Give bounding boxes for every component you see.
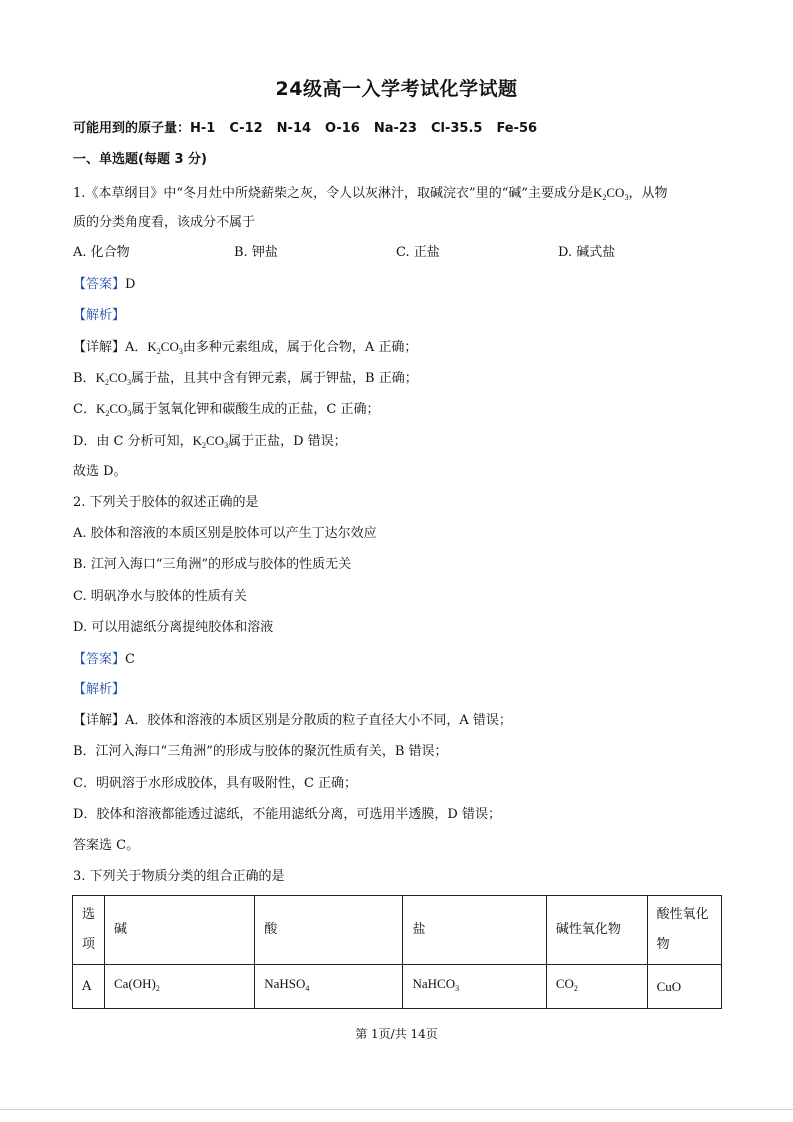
q1-detail-a: 【详解】A．$K_2CO_3$由多种元素组成，属于化合物，A 正确； [73,339,418,356]
formula-k2co3: $K_2CO_3$ [593,185,629,202]
row-a-acidic-oxide: CuO [647,965,721,1009]
q1-answer [73,276,135,294]
q2-detail-d: D．胶体和溶液都能透过滤纸，不能用滤纸分离，可选用半透膜，D 错误； [73,807,501,822]
q1-detail-b: B．$K_2CO_3$属于盐，且其中含有钾元素，属于钾盐，B 正确； [73,370,418,387]
q1-option-c: C. 正盐 [396,245,440,260]
formula-k2co3: $K_2CO_3$ [192,433,229,450]
row-a-acid: NaHSO$_4$ [255,965,403,1009]
header-salt: 盐 [403,896,546,965]
atomic-mass-na: Na-23 [373,121,417,136]
header-basic-oxide: 碱性氧化物 [546,896,647,965]
q2-option-c: C. 明矾净水与胶体的性质有关 [73,589,247,604]
row-a-salt: NaHCO$_3$ [403,965,546,1009]
bottom-divider [0,1109,793,1110]
atomic-mass-label: 可能用到的原子量： [73,121,191,136]
q2-answer [73,651,135,669]
header-acid: 酸 [255,896,403,965]
q1-stem-line1: 1.《本草纲目》中“冬月灶中所烧薪柴之灰，令人以灰淋汁，取碱浣衣”里的“碱”主要成分是$K_2CO_3$，从物 [73,185,668,202]
section-heading: 一、单选题(每题 3 分) [73,152,207,167]
page-title: 24级高一入学考试化学试题 [275,78,518,100]
q2-option-b: B. 江河入海口“三角洲”的形成与胶体的性质无关 [73,557,352,572]
q2-analysis-tag: 【解析】 [73,682,126,697]
q1-analysis-tag: 【解析】 [73,308,126,323]
formula-k2co3: $K_2CO_3$ [147,339,183,356]
answer-value: C [125,652,135,667]
q1-option-b: B. 钾盐 [234,245,278,260]
table-header-row [73,896,722,965]
atomic-mass-o: O-16 [325,121,360,136]
atomic-mass-fe: Fe-56 [496,121,538,136]
page-footer: 第 1页/共 14页 [355,1027,438,1041]
atomic-mass-cl: Cl-35.5 [430,121,483,136]
atomic-mass-n: N-14 [276,121,312,136]
row-a-basic-oxide: $CO_2$ [546,965,647,1009]
header-base: 碱 [105,896,255,965]
q2-conclusion: 答案选 C。 [73,838,140,853]
atomic-mass-line [73,120,551,138]
q2-stem: 2. 下列关于胶体的叙述正确的是 [73,495,259,510]
answer-value: D [125,277,136,292]
header-option: 选项 [73,896,105,965]
q1-conclusion: 故选 D。 [73,464,127,479]
q2-option-a: A. 胶体和溶液的本质区别是胶体可以产生丁达尔效应 [73,526,377,541]
answer-tag: 【答案】 [73,652,126,667]
formula-k2co3: $K_2CO_3$ [95,370,132,387]
q2-option-d: D. 可以用滤纸分离提纯胶体和溶液 [73,620,274,635]
answer-tag: 【答案】 [73,277,126,292]
q1-option-d: D. 碱式盐 [558,245,616,260]
q1-detail-d: D．由 C 分析可知，$K_2CO_3$属于正盐，D 错误； [73,433,347,450]
q2-detail-c: C．明矾溶于水形成胶体，具有吸附性，C 正确； [73,776,358,791]
atomic-mass-h: H-1 [190,121,216,136]
atomic-mass-c: C-12 [229,121,263,136]
formula-k2co3: $K_2CO_3$ [95,401,132,418]
classification-table [72,895,722,1009]
q1-detail-c: C．$K_2CO_3$属于氢氧化钾和碳酸生成的正盐，C 正确； [73,401,380,418]
row-a-option: A [73,965,105,1009]
q3-stem: 3. 下列关于物质分类的组合正确的是 [73,869,285,884]
table-row [73,965,722,1009]
q2-detail-b: B．江河入海口“三角洲”的形成与胶体的聚沉性质有关，B 错误； [73,744,448,759]
row-a-base: $Ca(OH)_2$ [105,965,255,1009]
q1-stem-line2: 质的分类角度看，该成分不属于 [73,215,256,230]
q1-option-a: A. 化合物 [73,245,130,260]
q2-detail-a: 【详解】A．胶体和溶液的本质区别是分散质的粒子直径大小不同，A 错误； [73,713,512,728]
header-acidic-oxide: 酸性氧化物 [647,896,721,965]
